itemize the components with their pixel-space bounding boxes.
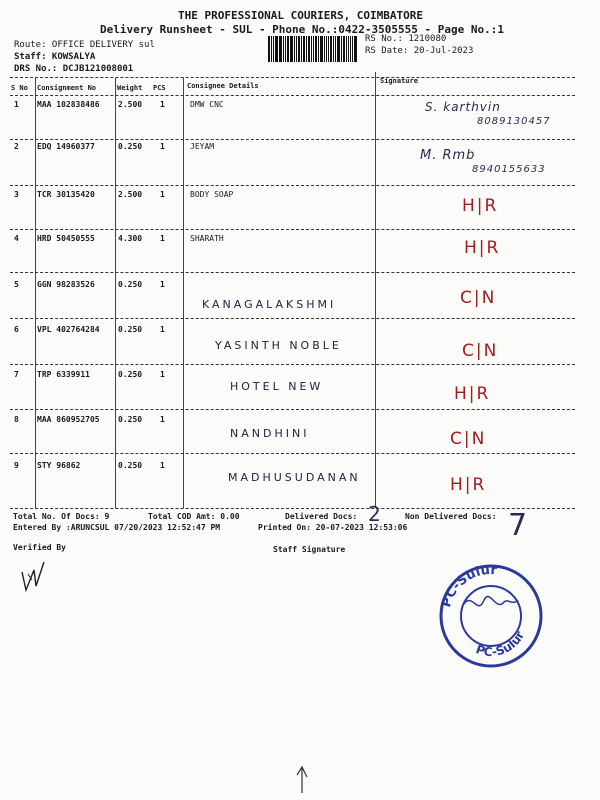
barcode-bar — [268, 36, 270, 62]
barcode-bar — [337, 36, 340, 62]
barcode — [268, 36, 358, 62]
barcode-bar — [335, 36, 336, 62]
row-signature: C|N — [460, 288, 497, 308]
row-sno: 3 — [14, 190, 19, 199]
row-pcs: 1 — [160, 100, 165, 109]
row-pcs: 1 — [160, 370, 165, 379]
table-row — [0, 234, 600, 274]
row-weight: 0.250 — [118, 325, 143, 334]
barcode-bar — [294, 36, 295, 62]
row-weight: 0.250 — [118, 280, 143, 289]
row-divider — [10, 139, 575, 140]
verified-signature — [18, 558, 63, 598]
svg-text:PC-Sulur — [474, 629, 527, 659]
row-weight: 4.300 — [118, 234, 143, 243]
col-sno: S No — [11, 84, 28, 92]
row-consignee: BODY SOAP — [190, 190, 234, 199]
stray-mark — [293, 765, 313, 795]
row-sno: 1 — [14, 100, 19, 109]
barcode-bar — [275, 36, 278, 62]
row-pcs: 1 — [160, 190, 165, 199]
row-consignment-no: HRD 50450555 — [37, 234, 95, 243]
row-consignee-handwritten: KANAGALAKSHMI — [202, 298, 337, 311]
barcode-bar — [315, 36, 317, 62]
pc-sulur-stamp — [435, 560, 547, 672]
barcode-bar — [313, 36, 314, 62]
row-weight: 0.250 — [118, 142, 143, 151]
barcode-bar — [354, 36, 357, 62]
delivered-count-handwritten: 2 — [368, 502, 382, 526]
row-pcs: 1 — [160, 415, 165, 424]
barcode-bar — [318, 36, 319, 62]
row-consignment-no: MAA 860952705 — [37, 415, 100, 424]
row-signature: H|R — [450, 475, 487, 495]
table-row — [0, 100, 600, 140]
row-sno: 7 — [14, 370, 19, 379]
row-signature: C|N — [462, 341, 499, 361]
col-consignee: Consignee Details — [187, 82, 259, 90]
row-sno: 8 — [14, 415, 19, 424]
barcode-bar — [341, 36, 342, 62]
divider — [10, 77, 575, 78]
divider — [10, 95, 575, 96]
row-signature-phone: 8940155633 — [472, 164, 546, 175]
verified-by-label: Verified By — [13, 543, 66, 552]
table-row — [0, 370, 600, 410]
row-divider — [10, 229, 575, 230]
col-signature: Signature — [380, 77, 418, 85]
rs-number: RS No.: 1210080 — [365, 34, 447, 44]
company-title: THE PROFESSIONAL COURIERS, COIMBATORE — [178, 9, 424, 22]
row-weight: 0.250 — [118, 370, 143, 379]
row-consignment-no: STY 96862 — [37, 461, 81, 470]
staff-label: Staff: KOWSALYA — [14, 52, 96, 62]
barcode-bar — [348, 36, 350, 62]
col-consignment: Consignment No — [37, 84, 97, 92]
divider — [10, 508, 575, 509]
row-signature-phone: 8089130457 — [477, 116, 551, 127]
row-weight: 0.250 — [118, 415, 143, 424]
total-cod: Total COD Amt: 0.00 — [148, 512, 240, 521]
row-consignment-no: EDQ 14960377 — [37, 142, 95, 151]
barcode-bar — [308, 36, 310, 62]
row-signature: H|R — [454, 384, 491, 404]
barcode-bar — [285, 36, 286, 62]
barcode-bar — [352, 36, 353, 62]
barcode-bar — [298, 36, 300, 62]
table-row — [0, 142, 600, 182]
table-row — [0, 280, 600, 320]
barcode-bar — [350, 36, 351, 62]
barcode-bar — [287, 36, 289, 62]
barcode-bar — [328, 36, 329, 62]
row-pcs: 1 — [160, 234, 165, 243]
col-pcs: PCS — [153, 84, 166, 92]
row-pcs: 1 — [160, 461, 165, 470]
barcode-bar — [330, 36, 332, 62]
barcode-bar — [279, 36, 280, 62]
row-divider — [10, 364, 575, 365]
total-docs: Total No. Of Docs: 9 — [13, 512, 110, 521]
row-divider — [10, 185, 575, 186]
barcode-bar — [273, 36, 274, 62]
row-consignment-no: VPL 402764284 — [37, 325, 100, 334]
row-divider — [10, 272, 575, 273]
barcode-bar — [296, 36, 297, 62]
row-weight: 2.500 — [118, 100, 143, 109]
barcode-bar — [326, 36, 327, 62]
row-weight: 0.250 — [118, 461, 143, 470]
table-row — [0, 461, 600, 501]
row-consignment-no: TRP 6339911 — [37, 370, 90, 379]
rs-date: RS Date: 20-Jul-2023 — [365, 46, 474, 56]
row-consignee-handwritten: NANDHINI — [230, 427, 310, 440]
drs-label: DRS No.: DCJB121008001 — [14, 64, 134, 74]
row-pcs: 1 — [160, 280, 165, 289]
table-row — [0, 415, 600, 455]
row-consignee: SHARATH — [190, 234, 224, 243]
row-consignee-handwritten: HOTEL NEW — [230, 380, 324, 393]
printed-on: Printed On: 20-07-2023 12:53:06 — [258, 523, 408, 532]
row-consignment-no: MAA 102838486 — [37, 100, 100, 109]
row-signature: C|N — [450, 429, 487, 449]
staff-signature-label: Staff Signature — [273, 545, 346, 554]
table-row — [0, 325, 600, 365]
barcode-bar — [283, 36, 284, 62]
row-sno: 9 — [14, 461, 19, 470]
stamp-top-text: PC-Sulur — [438, 562, 498, 610]
row-pcs: 1 — [160, 142, 165, 151]
row-sno: 6 — [14, 325, 19, 334]
row-divider — [10, 409, 575, 410]
row-signature: S. karthvin — [425, 100, 501, 114]
row-divider — [10, 453, 575, 454]
row-sno: 4 — [14, 234, 19, 243]
non-delivered-docs: Non Delivered Docs: — [405, 512, 497, 521]
barcode-bar — [320, 36, 323, 62]
row-consignee: DMW CNC — [190, 100, 224, 109]
route-label: Route: OFFICE DELIVERY sul — [14, 40, 155, 50]
barcode-bar — [290, 36, 293, 62]
row-consignment-no: GGN 98283526 — [37, 280, 95, 289]
delivered-docs: Delivered Docs: — [285, 512, 358, 521]
row-divider — [10, 318, 575, 319]
row-consignee: JEYAM — [190, 142, 215, 151]
row-consignee-handwritten: MADHUSUDANAN — [228, 471, 361, 484]
row-pcs: 1 — [160, 325, 165, 334]
non-delivered-count-handwritten: 7 — [508, 508, 529, 543]
barcode-bar — [343, 36, 345, 62]
runsheet-subtitle: Delivery Runsheet - SUL - Phone No.:0422-3505555 - Page No.:1 — [100, 23, 504, 36]
row-sno: 5 — [14, 280, 19, 289]
barcode-bar — [333, 36, 334, 62]
barcode-bar — [271, 36, 272, 62]
row-sno: 2 — [14, 142, 19, 151]
barcode-bar — [301, 36, 302, 62]
barcode-bar — [324, 36, 326, 62]
entered-by: Entered By :ARUNCSUL 07/20/2023 12:52:47 PM — [13, 523, 221, 532]
row-consignment-no: TCR 30135420 — [37, 190, 95, 199]
barcode-bar — [306, 36, 307, 62]
row-consignee-handwritten: YASINTH NOBLE — [215, 339, 342, 352]
row-weight: 2.500 — [118, 190, 143, 199]
stamp-bottom-text: PC-Sulur — [474, 628, 527, 660]
barcode-bar — [280, 36, 282, 62]
table-row — [0, 190, 600, 230]
row-signature: M. Rmb — [420, 148, 476, 163]
barcode-bar — [311, 36, 312, 62]
row-signature: H|R — [462, 196, 499, 216]
col-weight: Weight — [117, 84, 143, 92]
barcode-bar — [303, 36, 306, 62]
row-signature: H|R — [464, 238, 501, 258]
barcode-bar — [346, 36, 347, 62]
